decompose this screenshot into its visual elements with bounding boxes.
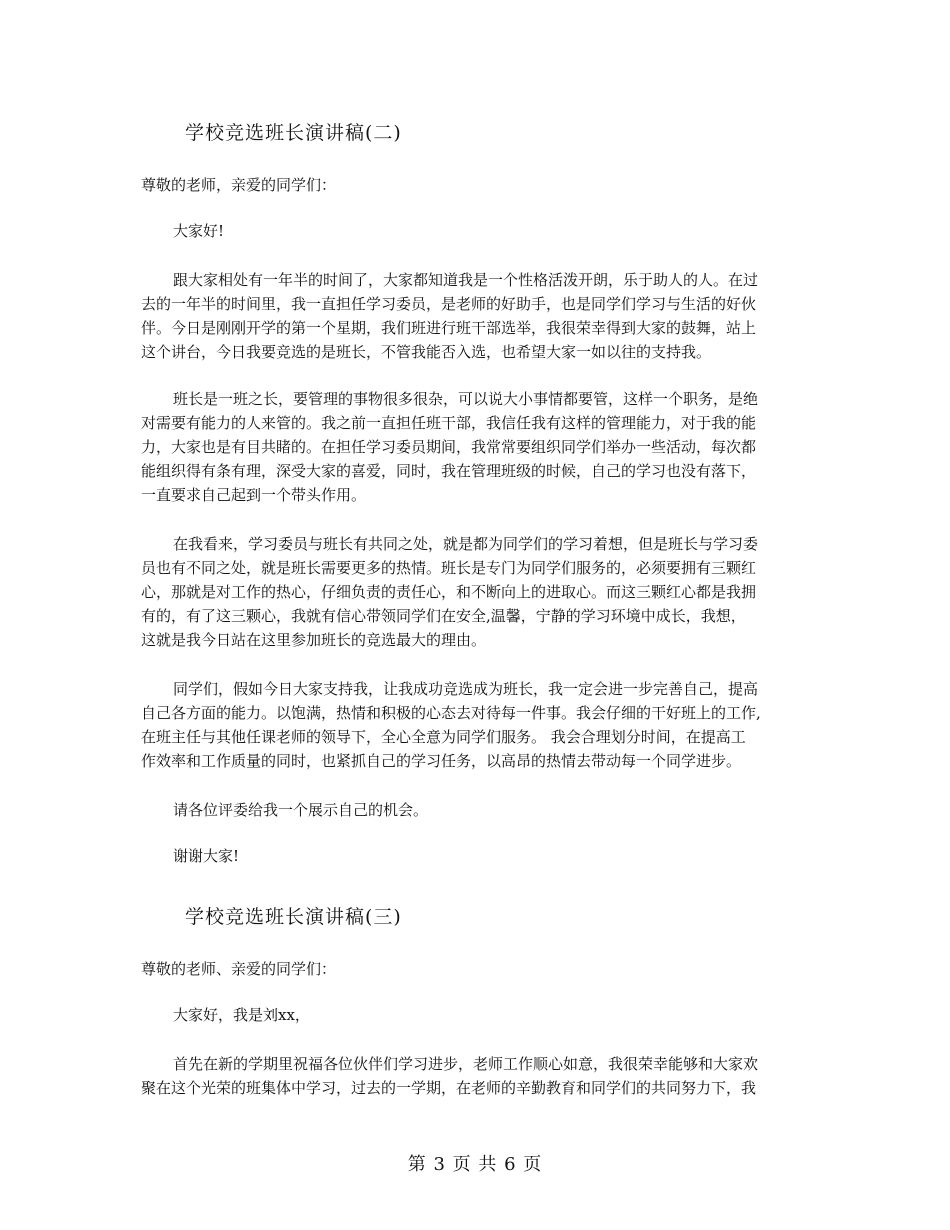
text-line: 能组织得有条有理，深受大家的喜爱，同时，我在管理班级的时候，自己的学习也没有落下， — [141, 462, 757, 480]
greeting: 大家好，我是刘xx， — [173, 1006, 310, 1024]
text-line: 这就是我今日站在这里参加班长的竞选最大的理由。 — [141, 631, 487, 649]
text-line: 首先在新的学期里祝福各位伙伴们学习进步，老师工作顺心如意，我很荣幸能够和大家欢 — [173, 1055, 759, 1073]
text-line: 力，大家也是有目共睹的。在担任学习委员期间，我常常要组织同学们举办一些活动，每次都 — [141, 438, 757, 456]
greeting: 大家好! — [173, 222, 225, 240]
text-line: 在我看来，学习委员与班长有共同之处，就是都为同学们的学习着想，但是班长与学习委 — [173, 535, 759, 553]
text-line: 聚在这个光荣的班集体中学习，过去的一学期，在老师的辛勤教育和同学们的共同努力下，我 — [141, 1079, 757, 1097]
text-line: 对需要有能力的人来管的。我之前一直担任班干部，我信任我有这样的管理能力，对于我的能 — [141, 414, 757, 432]
paragraph: 请各位评委给我一个展示自己的机会。 — [173, 801, 429, 819]
text-line: 这个讲台，今日我要竞选的是班长，不管我能否入选，也希望大家一如以往的支持我。 — [141, 343, 712, 361]
section-title: 学校竞选班长演讲稿(三) — [185, 906, 402, 928]
text-line: 班长是一班之长，要管理的事物很多很杂，可以说大小事情都要管，这样一个职务，是绝 — [173, 390, 759, 408]
salutation: 尊敬的老师，亲爱的同学们： — [141, 176, 337, 194]
text-line: 跟大家相处有一年半的时间了，大家都知道我是一个性格活泼开朗，乐于助人的人。在过 — [173, 271, 759, 289]
salutation: 尊敬的老师、亲爱的同学们： — [141, 960, 337, 978]
text-line: 员也有不同之处，就是班长需要更多的热情。班长是专门为同学们服务的，必须要拥有三颗红 — [141, 559, 757, 577]
closing: 谢谢大家! — [173, 847, 240, 865]
section-title: 学校竞选班长演讲稿(二) — [185, 122, 402, 144]
text-line: 作效率和工作质量的同时，也紧抓自己的学习任务，以高昂的热情去带动每一个同学进步。 — [141, 752, 742, 770]
text-line: 伴。今日是刚刚开学的第一个星期，我们班进行班干部选举，我很荣幸得到大家的鼓舞，站上 — [141, 319, 757, 337]
text-line: 同学们，假如今日大家支持我，让我成功竞选成为班长，我一定会进一步完善自己，提高 — [173, 680, 759, 698]
text-line: 自己各方面的能力。以饱满，热情和积极的心态去对待每一件事。我会仔细的干好班上的工作, — [141, 704, 761, 722]
text-line: 在班主任与其他任课老师的领导下，全心全意为同学们服务。 我会合理划分时间，在提高工 — [141, 728, 746, 746]
page-number-footer: 第 3 页 共 6 页 — [407, 1154, 543, 1175]
text-line: 一直要求自己起到一个带头作用。 — [141, 486, 367, 504]
text-line: 去的一年半的时间里，我一直担任学习委员，是老师的好助手，也是同学们学习与生活的好伙 — [141, 295, 757, 313]
text-line: 有的，有了这三颗心，我就有信心带领同学们在安全,温馨，宁静的学习环境中成长，我想， — [141, 607, 746, 625]
text-line: 心，那就是对工作的热心，仔细负责的责任心，和不断向上的进取心。而这三颗红心都是我拥 — [141, 583, 757, 601]
